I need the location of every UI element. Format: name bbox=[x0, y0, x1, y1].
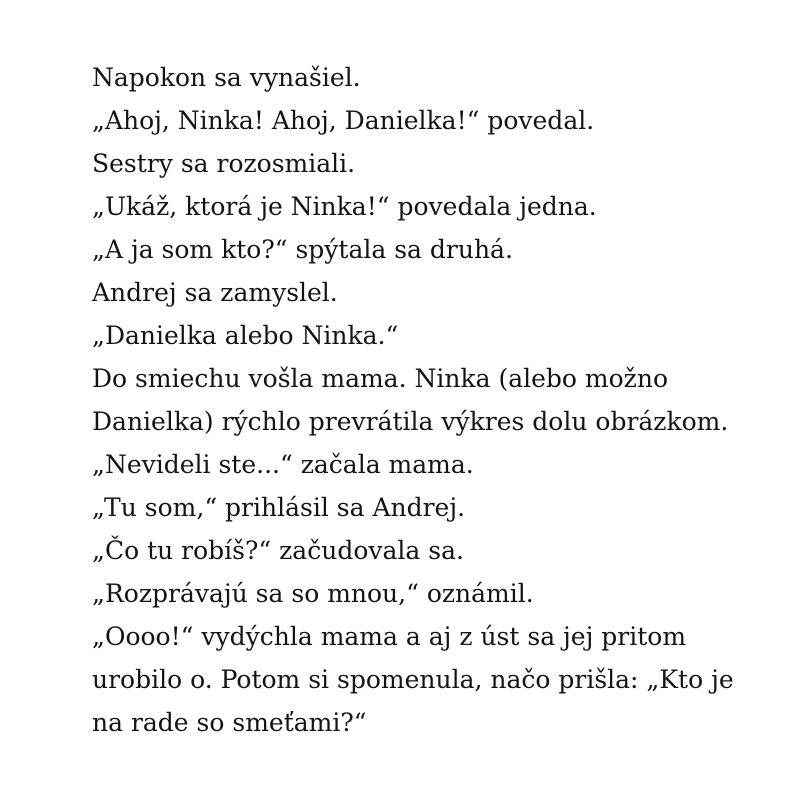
text-line: Sestry sa rozosmiali. bbox=[92, 149, 356, 178]
paragraph bbox=[63, 56, 763, 99]
text-line: Do smiechu vošla mama. Ninka (alebo možno bbox=[92, 364, 668, 393]
text-line: „Oooo!“ vydýchla mama a aj z úst sa jej pritom bbox=[92, 622, 687, 651]
text-line: Andrej sa zamyslel. bbox=[92, 278, 338, 307]
paragraph bbox=[63, 357, 763, 443]
text-line: na rade so smeťami?“ bbox=[92, 708, 367, 737]
paragraph bbox=[63, 443, 763, 486]
book-page-text bbox=[63, 56, 763, 744]
text-line: Danielka) rýchlo prevrátila výkres dolu obrázkom. bbox=[92, 407, 729, 436]
paragraph bbox=[63, 486, 763, 529]
paragraph bbox=[63, 529, 763, 572]
text-line: „Čo tu robíš?“ začudovala sa. bbox=[92, 536, 464, 565]
text-line: „A ja som kto?“ spýtala sa druhá. bbox=[92, 235, 513, 264]
paragraph bbox=[63, 228, 763, 271]
text-line: urobilo o. Potom si spomenula, načo prišla: „Kto je bbox=[92, 665, 734, 694]
paragraph bbox=[63, 271, 763, 314]
paragraph bbox=[63, 615, 763, 744]
text-line: Napokon sa vynašiel. bbox=[92, 63, 361, 92]
paragraph bbox=[63, 314, 763, 357]
text-line: „Danielka alebo Ninka.“ bbox=[92, 321, 399, 350]
text-line: „Rozprávajú sa so mnou,“ oznámil. bbox=[92, 579, 534, 608]
text-line: „Ahoj, Ninka! Ahoj, Danielka!“ povedal. bbox=[92, 106, 595, 135]
text-line: „Ukáž, ktorá je Ninka!“ povedala jedna. bbox=[92, 192, 597, 221]
text-line: „Nevideli ste...“ začala mama. bbox=[92, 450, 474, 479]
paragraph bbox=[63, 185, 763, 228]
paragraph bbox=[63, 99, 763, 142]
paragraph bbox=[63, 142, 763, 185]
text-line: „Tu som,“ prihlásil sa Andrej. bbox=[92, 493, 466, 522]
paragraph bbox=[63, 572, 763, 615]
